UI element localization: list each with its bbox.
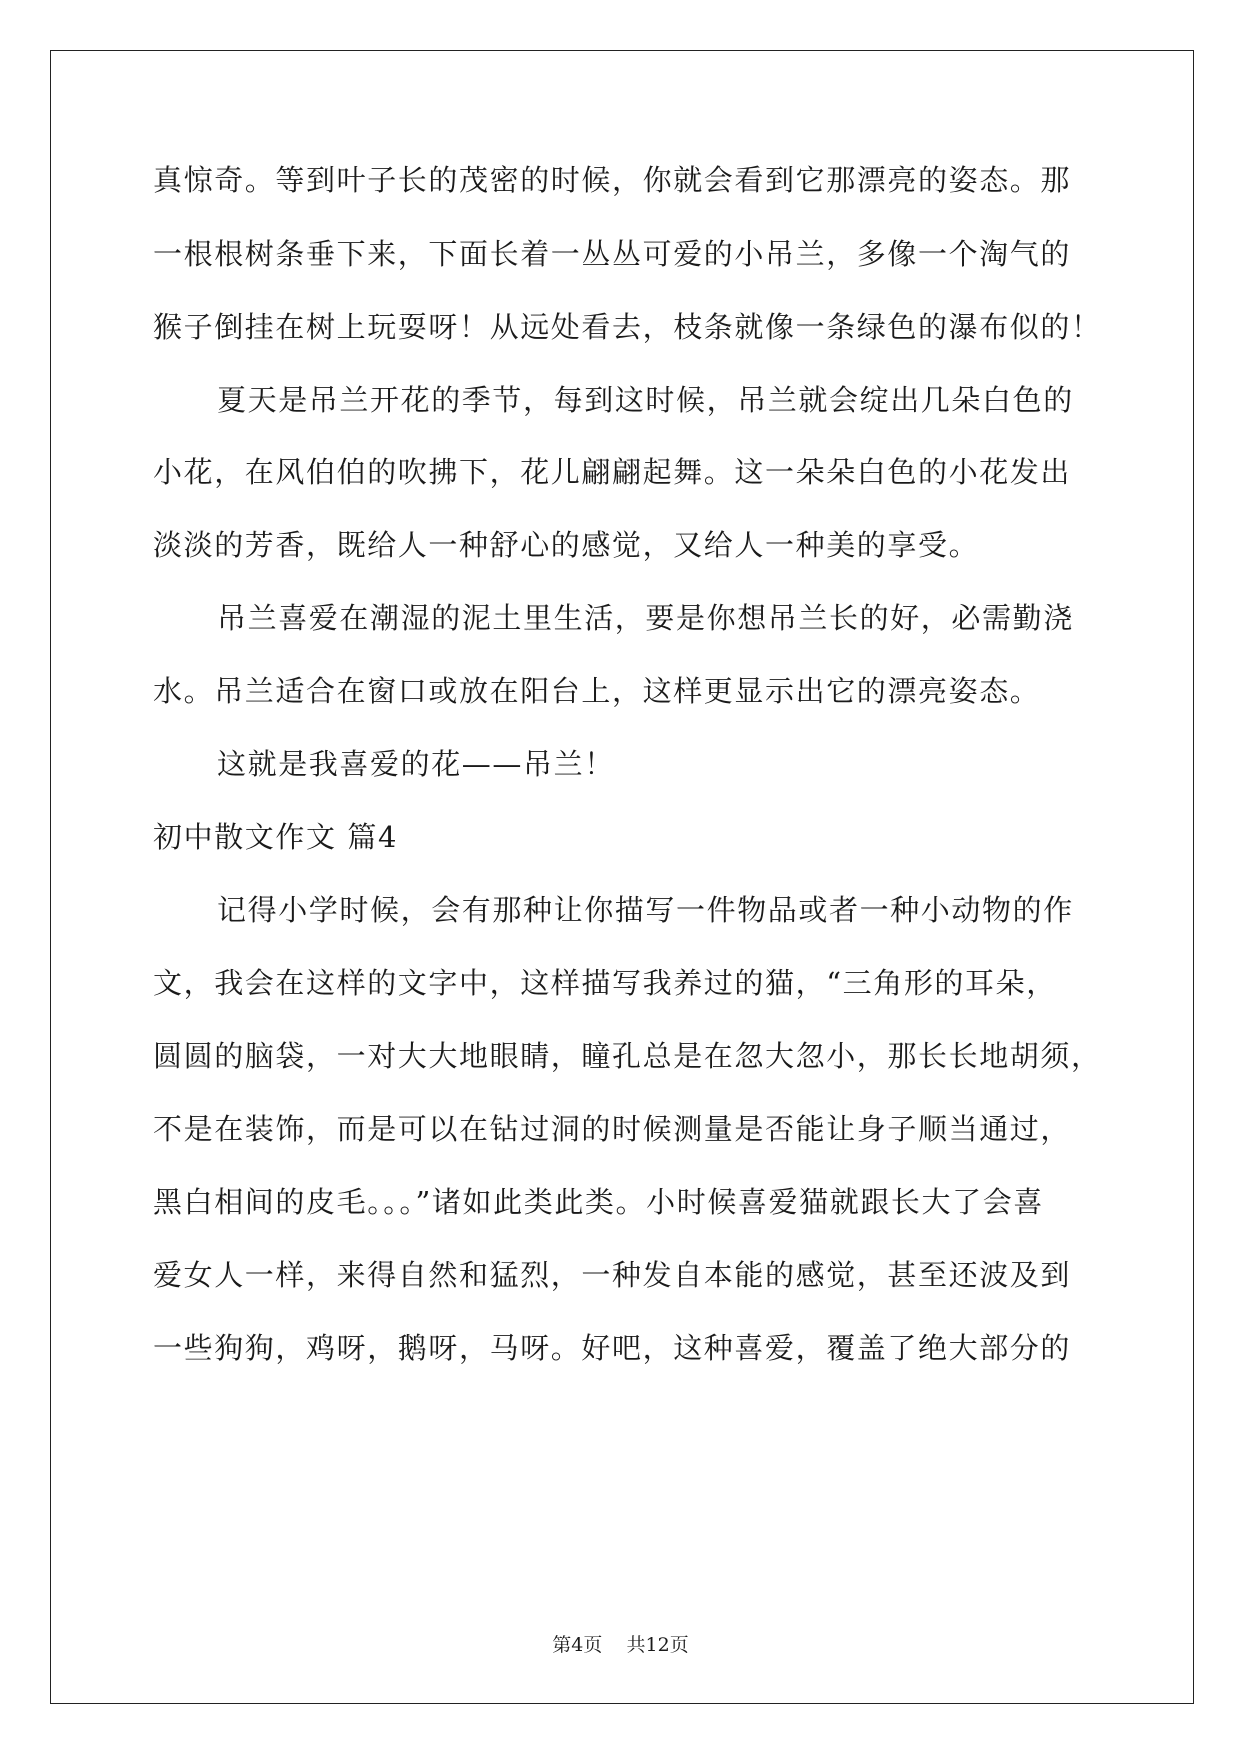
text-line: 真惊奇。等到叶子长的茂密的时候，你就会看到它那漂亮的姿态。那 [153,163,1072,197]
paragraph-start-line: 吊兰喜爱在潮湿的泥土里生活，要是你想吊兰长的好，必需勤浇 [217,601,1074,635]
text-line: 猴子倒挂在树上玩耍呀！从远处看去，枝条就像一条绿色的瀑布似的！ [153,310,1102,344]
paragraph-start-line: 夏天是吊兰开花的季节，每到这时候，吊兰就会绽出几朵白色的 [217,383,1074,417]
text-line: 水。吊兰适合在窗口或放在阳台上，这样更显示出它的漂亮姿态。 [153,674,1041,708]
text-line: 文，我会在这样的文字中，这样描写我养过的猫，“三角形的耳朵， [153,966,1057,1000]
total-pages: 共12页 [626,1634,689,1656]
section-heading: 初中散文作文 篇4 [153,820,399,854]
text-line: 淡淡的芳香，既给人一种舒心的感觉，又给人一种美的享受。 [153,528,980,562]
paragraph-start-line: 记得小学时候，会有那种让你描写一件物品或者一种小动物的作 [217,893,1074,927]
text-line: 不是在装饰，而是可以在钻过洞的时候测量是否能让身子顺当通过， [153,1112,1072,1146]
page-border [50,50,1194,1704]
text-line: 一根根树条垂下来，下面长着一丛丛可爱的小吊兰，多像一个淘气的 [153,237,1072,271]
page-footer [0,1636,1241,1655]
text-line: 圆圆的脑袋，一对大大地眼睛，瞳孔总是在忽大忽小，那长长地胡须， [153,1039,1102,1073]
paragraph-start-line: 这就是我喜爱的花——吊兰！ [217,747,615,781]
text-line: 小花，在风伯伯的吹拂下，花儿翩翩起舞。这一朵朵白色的小花发出 [153,455,1072,489]
page-number: 第4页 [552,1634,603,1656]
text-line: 爱女人一样，来得自然和猛烈，一种发自本能的感觉，甚至还波及到 [153,1258,1072,1292]
text-line: 一些狗狗，鸡呀，鹅呀，马呀。好吧，这种喜爱，覆盖了绝大部分的 [153,1331,1072,1365]
text-line: 黑白相间的皮毛。。。”诸如此类此类。小时候喜爱猫就跟长大了会喜 [153,1185,1044,1219]
